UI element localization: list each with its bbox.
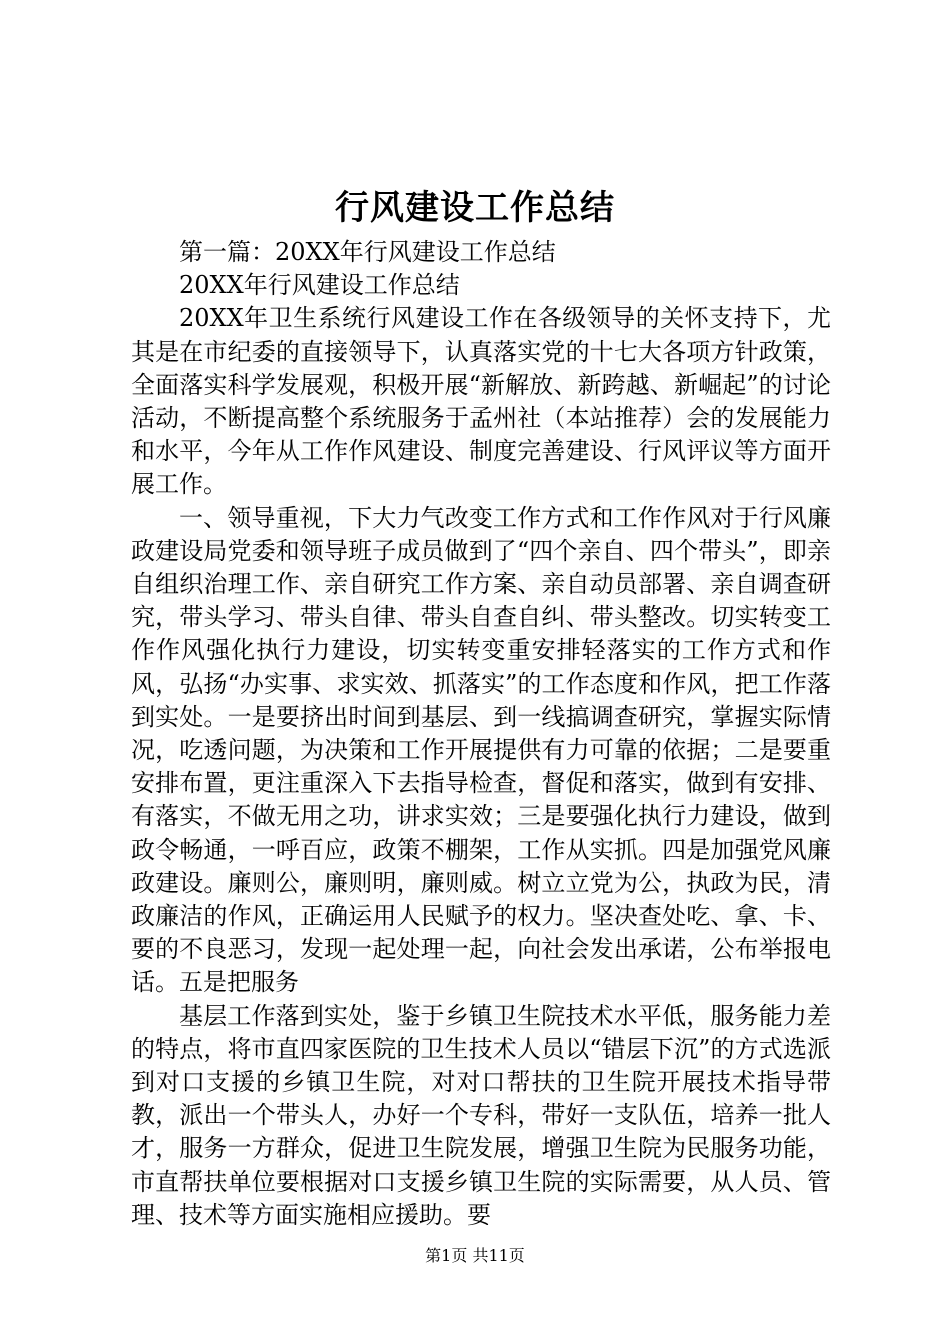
body-paragraph: 基层工作落到实处，鉴于乡镇卫生院技术水平低，服务能力差的特点，将市直四家医院的卫生技术人员以“错层下沉”的方式选派到对口支援的乡镇卫生院，对对口帮扶的卫生院开展技术指导带教，派出一个带头人，办好一个专科，带好一支队伍，培养一批人才，服务一方群众，促进卫生院发展，增强卫生院为民服务功能，市直帮扶单位要根据对口支援乡镇卫生院的实际需要，从人员、管理、技术等方面实施相应援助。要 bbox=[131, 1001, 831, 1229]
chapter-heading: 第一篇：20XX年行风建设工作总结 bbox=[179, 238, 556, 266]
body-paragraph: 20XX年卫生系统行风建设工作在各级领导的关怀支持下，尤其是在市纪委的直接领导下，认真落实党的十七大各项方针政策，全面落实科学发展观，积极开展“新解放、新跨越、新崛起”的讨论活动，不断提高整个系统服务于孟州社（本站推荐）会的发展能力和水平，今年从工作作风建设、制度完善建设、行风评议等方面开展工作。 bbox=[131, 304, 831, 499]
page-number-footer: 第1页 共11页 bbox=[425, 1246, 525, 1265]
section-heading: 20XX年行风建设工作总结 bbox=[179, 271, 460, 300]
body-paragraph: 一、领导重视，下大力气改变工作方式和工作作风对于行风廉政建设局党委和领导班子成员做到了“四个亲自、四个带头”，即亲自组织治理工作、亲自研究工作方案、亲自动员部署、亲自调查研究，带头学习、带头自律、带头自查自纠、带头整改。切实转变工作作风强化执行力建设，切实转变重安排轻落实的工作方式和作风，弘扬“办实事、求实效、抓落实”的工作态度和作风，把工作落到实处。一是要挤出时间到基层、到一线搞调查研究，掌握实际情况，吃透问题，为决策和工作开展提供有力可靠的依据；二是要重安排布置，更注重深入下去指导检查，督促和落实，做到有安排、有落实，不做无用之功，讲求实效；三是要强化执行力建设，做到政令畅通，一呼百应，政策不棚架，工作从实抓。四是加强党风廉政建设。廉则公，廉则明，廉则威。树立立党为公，执政为民，清政廉洁的作风，正确运用人民赋予的权力。坚决查处吃、拿、卡、要的不良恶习，发现一起处理一起，向社会发出承诺，公布举报电话。五是把服务 bbox=[131, 503, 831, 997]
document-title: 行风建设工作总结 bbox=[335, 188, 615, 228]
document-body bbox=[131, 236, 831, 1232]
